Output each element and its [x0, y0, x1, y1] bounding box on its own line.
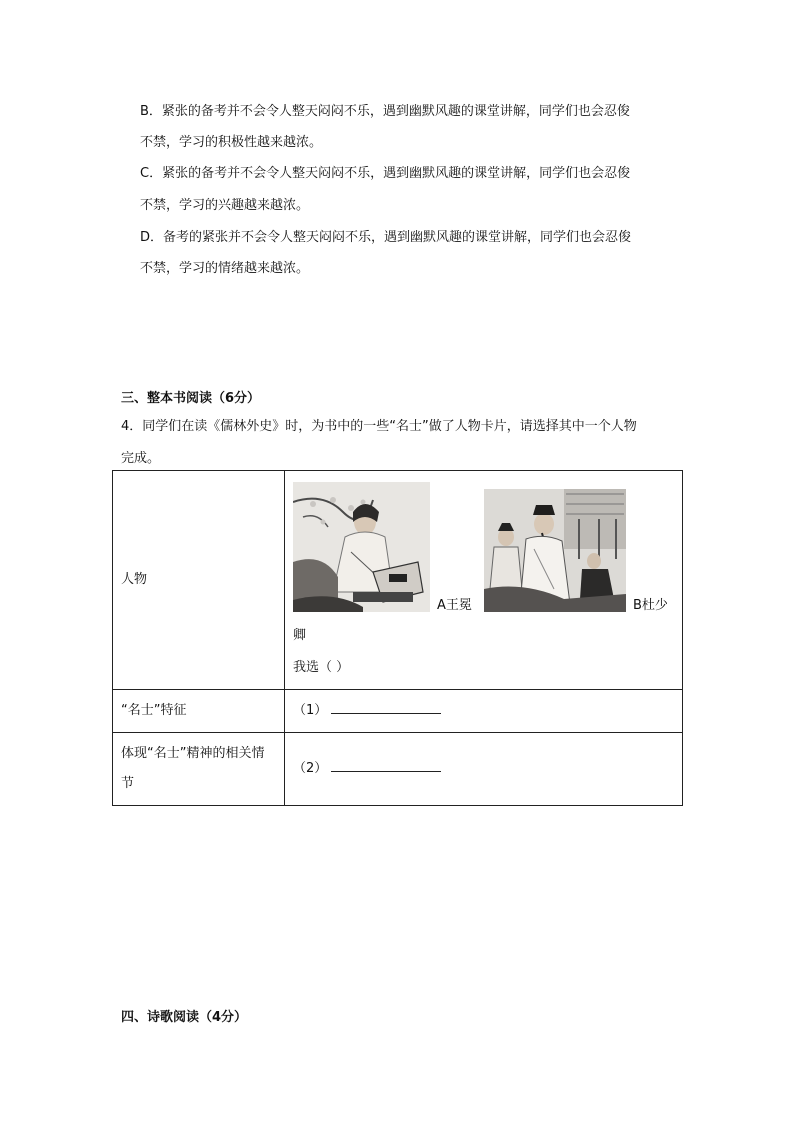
table-row-plot: [113, 733, 683, 806]
character-card-table: [112, 470, 683, 806]
caption-b-du-shaoqing: B杜少: [633, 598, 668, 613]
question-4-line1: 4．同学们在读《儒林外史》时，为书中的一些“名士”做了人物卡片，请选择其中一个人物: [121, 419, 637, 434]
answer-2-blank[interactable]: [331, 757, 441, 772]
option-b-line1: B．紧张的备考并不会令人整天闷闷不乐，遇到幽默风趣的课堂讲解，同学们也会忍俊: [140, 104, 630, 119]
label-person: 人物: [113, 471, 285, 690]
option-b-line2: 不禁，学习的积极性越来越浓。: [140, 135, 323, 150]
wang-mian-illustration: [293, 482, 430, 612]
answer-1-number: （1）: [293, 703, 328, 718]
section-4-heading: 四、诗歌阅读（4分）: [121, 1010, 248, 1025]
du-shaoqing-illustration: [484, 489, 626, 612]
plot-answer-cell[interactable]: [285, 733, 683, 806]
question-4-line2: 完成。: [121, 451, 161, 466]
table-row-person: [113, 471, 683, 690]
answer-2-number: （2）: [293, 761, 328, 776]
label-plot: 体现“名士”精神的相关情节: [113, 733, 285, 806]
section-3-heading: 三、整本书阅读（6分）: [121, 391, 261, 406]
option-d-line2: 不禁，学习的情绪越来越浓。: [140, 261, 310, 276]
option-d-line1: D．备考的紧张并不会令人整天闷闷不乐，遇到幽默风趣的课堂讲解，同学们也会忍俊: [140, 230, 632, 245]
option-c-line1: C．紧张的备考并不会令人整天闷闷不乐，遇到幽默风趣的课堂讲解，同学们也会忍俊: [140, 166, 631, 181]
choice-prompt[interactable]: 我选（ ）: [293, 660, 350, 675]
feature-answer-cell[interactable]: [285, 690, 683, 733]
person-choice-cell: [285, 471, 683, 690]
answer-1-blank[interactable]: [331, 699, 441, 714]
label-feature: “名士”特征: [113, 690, 285, 733]
caption-b-continued: 卿: [293, 628, 307, 643]
option-c-line2: 不禁，学习的兴趣越来越浓。: [140, 198, 310, 213]
caption-a-wang-mian: A王冕: [437, 598, 472, 613]
table-row-feature: [113, 690, 683, 733]
